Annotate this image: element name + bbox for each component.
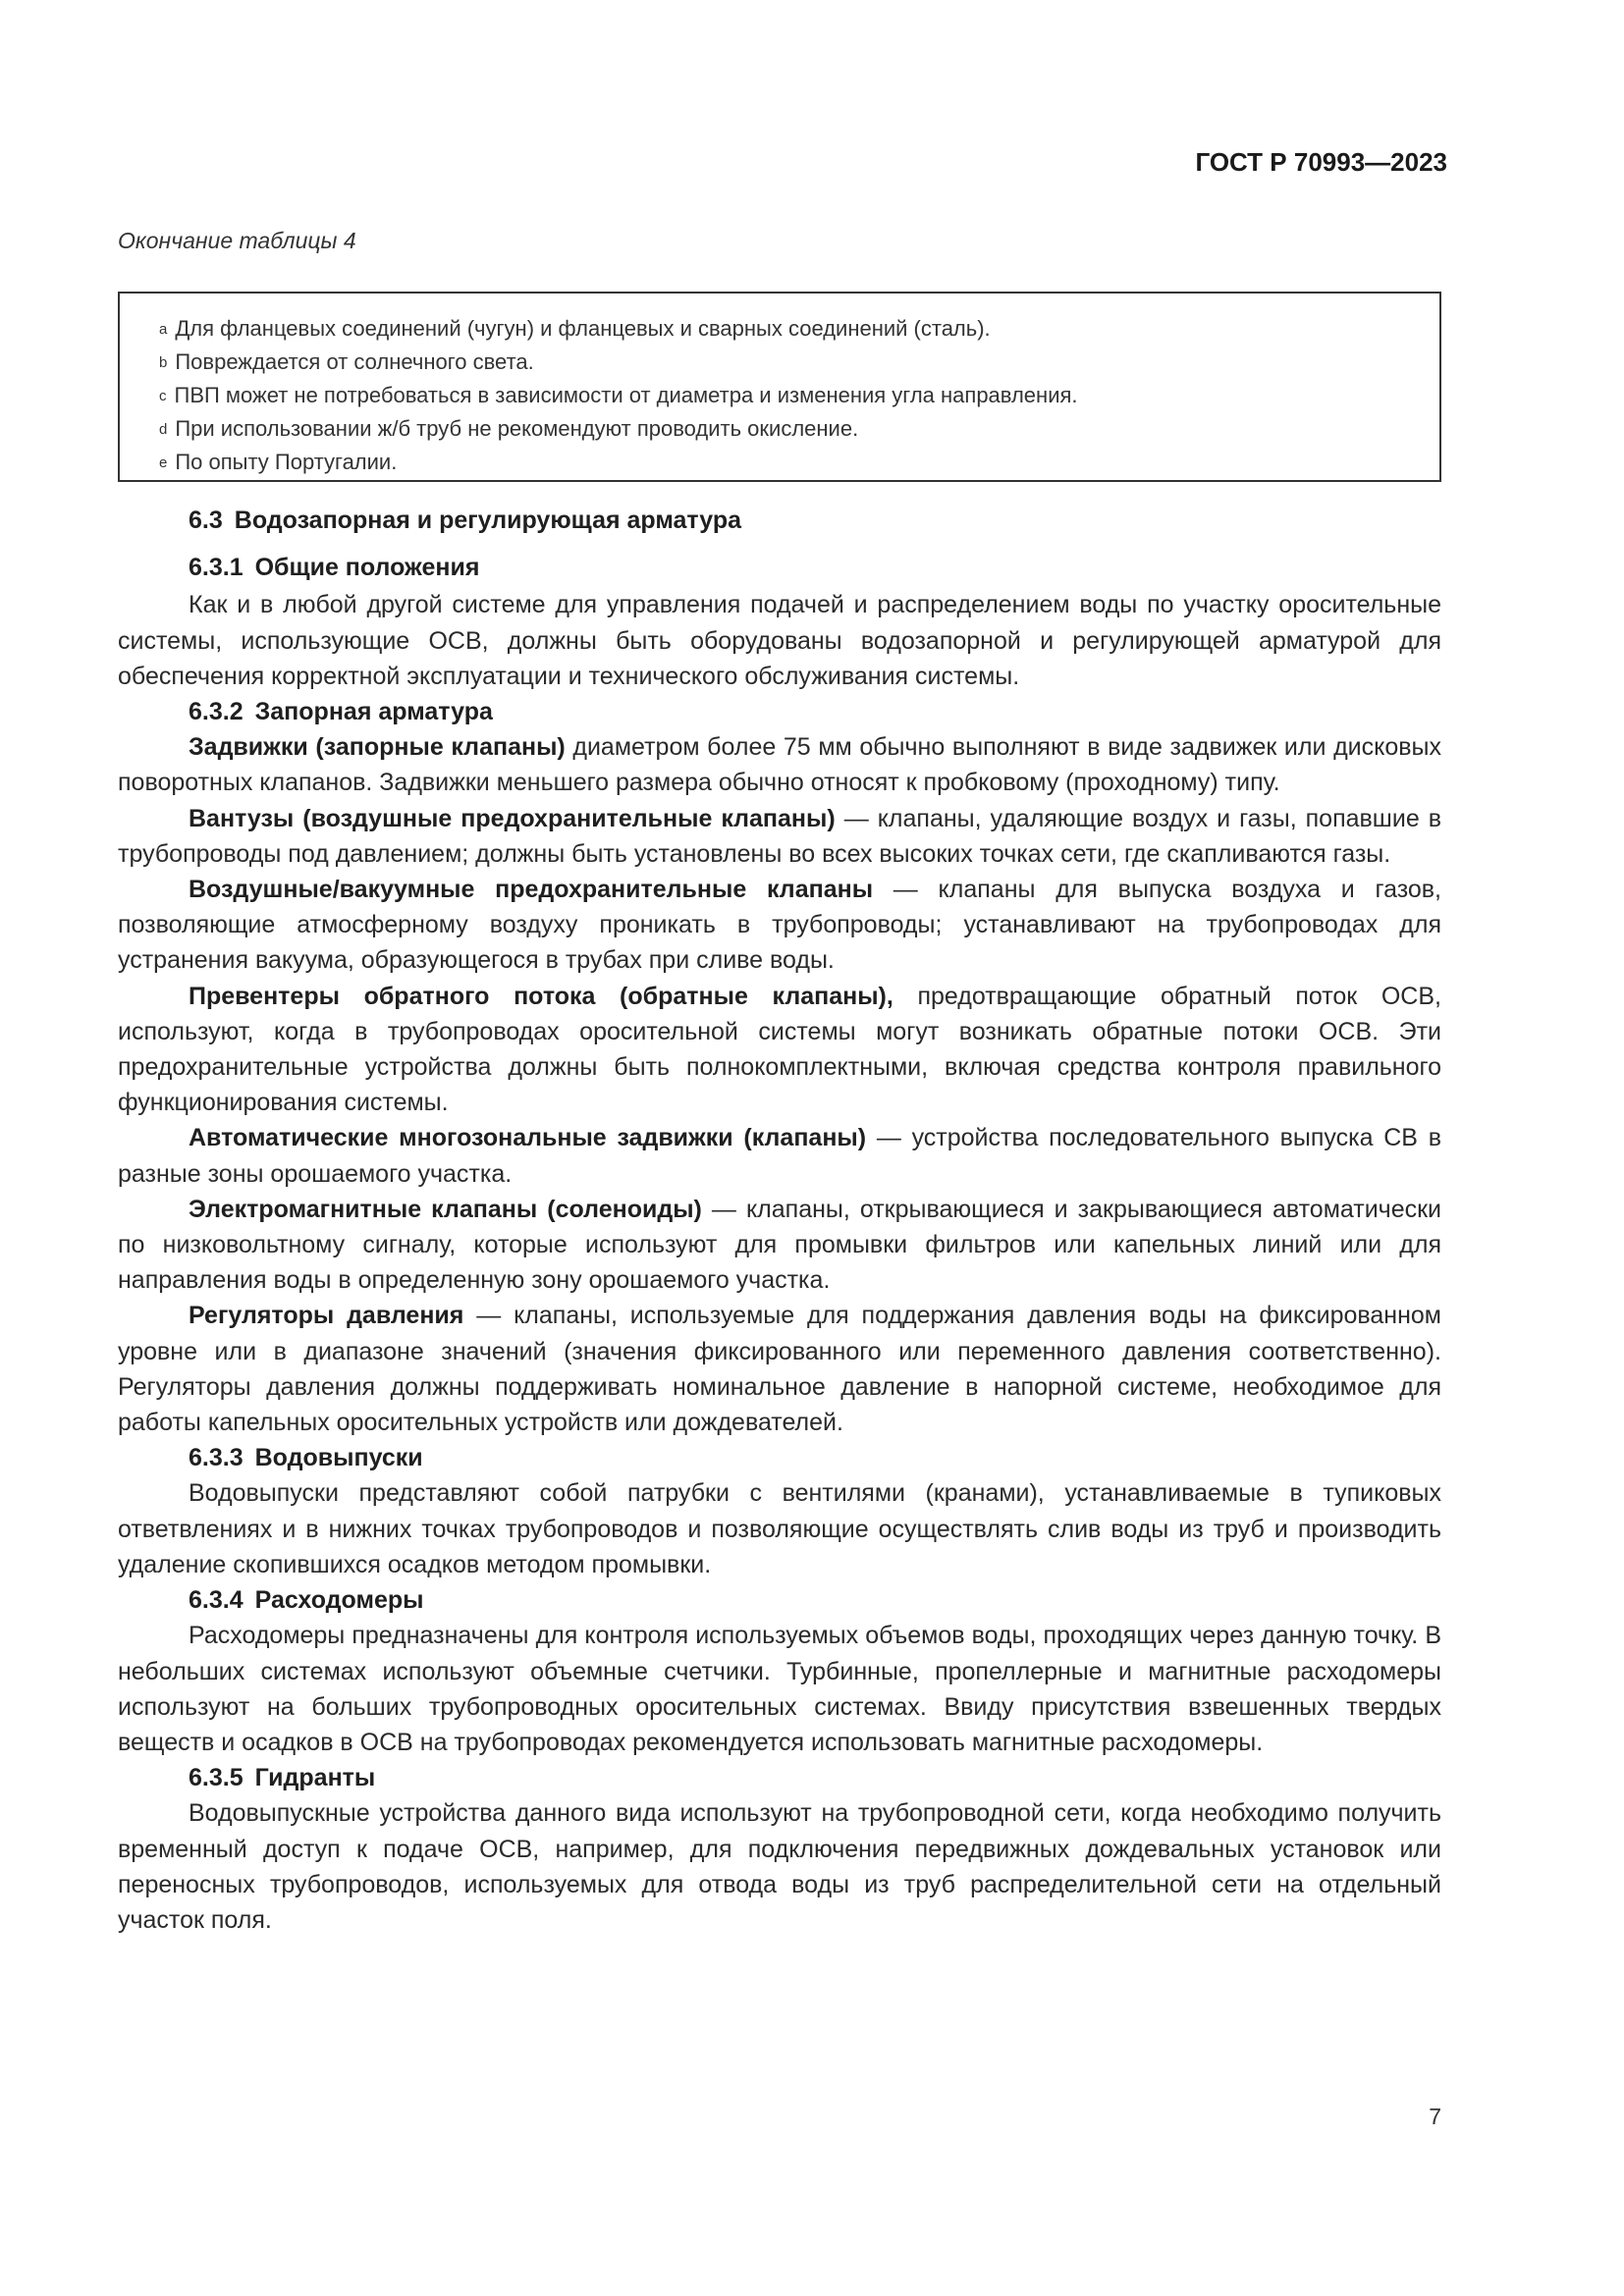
- definition-term: Задвижки (запорные клапаны): [189, 733, 566, 762]
- document-body: [118, 503, 1441, 1938]
- definition-paragraph: [118, 1120, 1441, 1191]
- definition-text: — клапаны, используемые для поддержания давления воды на фиксированном уровне или в диапазоне значений (значения фиксированного или переменного давления соответственно). Регуляторы давления должны поддерживать номинальное давление в напорной системе, необходимое для работы капельных оросительных устройств или дождевателей.: [118, 1302, 1441, 1437]
- section-number: 6.3.2: [189, 698, 244, 726]
- section-title: Запорная арматура: [254, 698, 493, 726]
- section-paragraph: Водовыпуски представляют собой патрубки с вентилями (кранами), устанавливаемые в тупиковых ответвлениях и в нижних точках трубопроводов и позволяющие осуществлять слив воды из труб и производить удаление скопившихся осадков методом промывки.: [118, 1479, 1441, 1578]
- footnote-text: Для фланцевых соединений (чугун) и фланцевых и сварных соединений (сталь).: [175, 316, 991, 341]
- definition-term: Вантузы (воздушные предохранительные клапаны): [189, 804, 836, 832]
- footnote: [159, 347, 1400, 380]
- section-heading-6-3: [118, 503, 1441, 538]
- definition-text: — клапаны для выпуска воздуха и газов, позволяющие атмосферному воздуху проникать в трубопроводы; устанавливают на трубопроводах для устранения вакуума, образующегося в трубах при сливе воды.: [118, 876, 1442, 975]
- definition-text: — клапаны, открывающиеся и закрывающиеся автоматически по низковольтному сигналу, которые используют для промывки фильтров или капельных линий или для направления воды в определенную зону орошаемого участка.: [118, 1195, 1441, 1295]
- section-heading-6-3-5: [118, 1760, 1441, 1795]
- table-footnotes-box: [118, 292, 1441, 482]
- section-title: Расходомеры: [254, 1586, 424, 1615]
- definition-paragraph: [118, 1298, 1441, 1440]
- section-paragraph: Водовыпускные устройства данного вида используют на трубопроводной сети, когда необходимо получить временный доступ к подаче ОСВ, например, для подключения передвижных дождевальных установок или переносных трубопроводов, используемых для отвода воды из труб распределительной сети на отдельный участок поля.: [118, 1799, 1441, 1934]
- section-number: 6.3.4: [189, 1586, 244, 1615]
- definition-paragraph: [118, 801, 1441, 872]
- footnote-text: При использовании ж/б труб не рекомендуют проводить окисление.: [175, 416, 859, 441]
- definition-term: Автоматические многозональные задвижки (клапаны): [189, 1124, 867, 1152]
- definition-text: — клапаны, удаляющие воздух и газы, попавшие в трубопроводы под давлением; должны быть установлены во всех высоких точках сети, где скапливаются газы.: [118, 804, 1441, 868]
- footnote-mark: c: [159, 388, 167, 404]
- definition-term: Регуляторы давления: [189, 1302, 464, 1330]
- definition-paragraph: [118, 872, 1441, 979]
- section-title: Водовыпуски: [254, 1444, 423, 1472]
- definition-term: Электромагнитные клапаны (соленоиды): [189, 1195, 702, 1223]
- definition-term: Превентеры обратного потока (обратные клапаны),: [189, 982, 893, 1010]
- section-number: 6.3: [189, 507, 223, 534]
- definition-term: Воздушные/вакуумные предохранительные клапаны: [189, 876, 874, 904]
- footnote: [159, 313, 1400, 347]
- definition-paragraph: [118, 979, 1441, 1121]
- footnote-text: ПВП может не потребоваться в зависимости от диаметра и изменения угла направления.: [174, 383, 1078, 407]
- footnote-mark: d: [159, 421, 168, 438]
- footnote-text: По опыту Португалии.: [175, 450, 398, 474]
- section-heading-6-3-1: [118, 550, 1441, 585]
- footnote: [159, 447, 1400, 480]
- definition-paragraph: [118, 1192, 1441, 1299]
- definition-text: — устройства последовательного выпуска СВ в разные зоны орошаемого участка.: [118, 1124, 1441, 1188]
- section-title: Общие положения: [254, 554, 480, 582]
- section-title: Водозапорная и регулирующая арматура: [234, 507, 742, 534]
- footnote-mark: a: [159, 321, 168, 338]
- section-paragraph: Расходомеры предназначены для контроля используемых объемов воды, проходящих через данную точку. В небольших системах используют объемные счетчики. Турбинные, пропеллерные и магнитные расходомеры используют на больших трубопроводных оросительных системах. Ввиду присутствия взвешенных твердых веществ и осадков в ОСВ на трубопроводах рекомендуется использовать магнитные расходомеры.: [118, 1622, 1441, 1756]
- definition-text: диаметром более 75 мм обычно выполняют в виде задвижек или дисковых поворотных клапанов. Задвижки меньшего размера обычно относят к пробковому (проходному) типу.: [118, 733, 1441, 797]
- section-title: Гидранты: [254, 1764, 376, 1792]
- footnote-text: Повреждается от солнечного света.: [175, 349, 534, 374]
- definition-paragraph: [118, 729, 1441, 800]
- section-heading-6-3-2: [118, 694, 1441, 729]
- document-header: ГОСТ Р 70993—2023: [1195, 147, 1447, 177]
- section-number: 6.3.1: [189, 554, 244, 582]
- section-number: 6.3.5: [189, 1764, 244, 1792]
- footnote: [159, 413, 1400, 447]
- table-continuation-label: Окончание таблицы 4: [118, 228, 356, 253]
- page-number: 7: [1429, 2104, 1441, 2129]
- section-paragraph: Как и в любой другой системе для управления подачей и распределением воды по участку оросительные системы, использующие ОСВ, должны быть оборудованы водозапорной и регулирующей арматурой для обеспечения корректной эксплуатации и технического обслуживания системы.: [118, 591, 1441, 690]
- section-number: 6.3.3: [189, 1444, 244, 1472]
- footnote-mark: e: [159, 454, 168, 471]
- footnote-mark: b: [159, 354, 168, 371]
- footnote: [159, 380, 1400, 413]
- section-heading-6-3-4: [118, 1582, 1441, 1618]
- section-heading-6-3-3: [118, 1440, 1441, 1475]
- definition-text: предотвращающие обратный поток ОСВ, используют, когда в трубопроводах оросительной системы могут возникать обратные потоки ОСВ. Эти предохранительные устройства должны быть полнокомплектными, включая средства контроля правильного функционирования системы.: [118, 982, 1441, 1117]
